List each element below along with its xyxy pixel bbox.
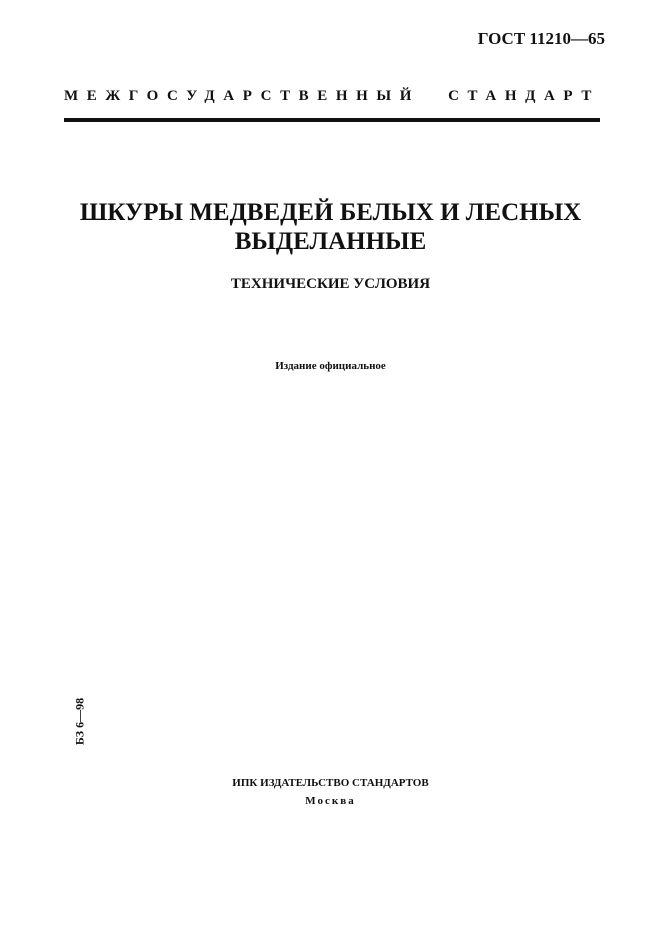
title-line-2: ВЫДЕЛАННЫЕ [234, 228, 427, 255]
header-divider [64, 118, 600, 122]
title-line-1: ШКУРЫ МЕДВЕДЕЙ БЕЛЫХ И ЛЕСНЫХ [79, 199, 582, 226]
document-title [60, 198, 601, 256]
standard-number: ГОСТ 11210—65 [477, 29, 605, 48]
publisher-name: ИПК ИЗДАТЕЛЬСТВО СТАНДАРТОВ [232, 777, 429, 789]
publisher-city: Москва [305, 795, 356, 807]
document-subtitle: ТЕХНИЧЕСКИЕ УСЛОВИЯ [230, 276, 431, 292]
document-header [64, 88, 600, 105]
header-word-standard: СТАНДАРТ [448, 88, 600, 104]
edition-note: Издание официальное [275, 360, 386, 372]
side-code: БЗ 6—98 [72, 697, 87, 746]
header-word-interstate: МЕЖГОСУДАРСТВЕННЫЙ [64, 88, 421, 104]
